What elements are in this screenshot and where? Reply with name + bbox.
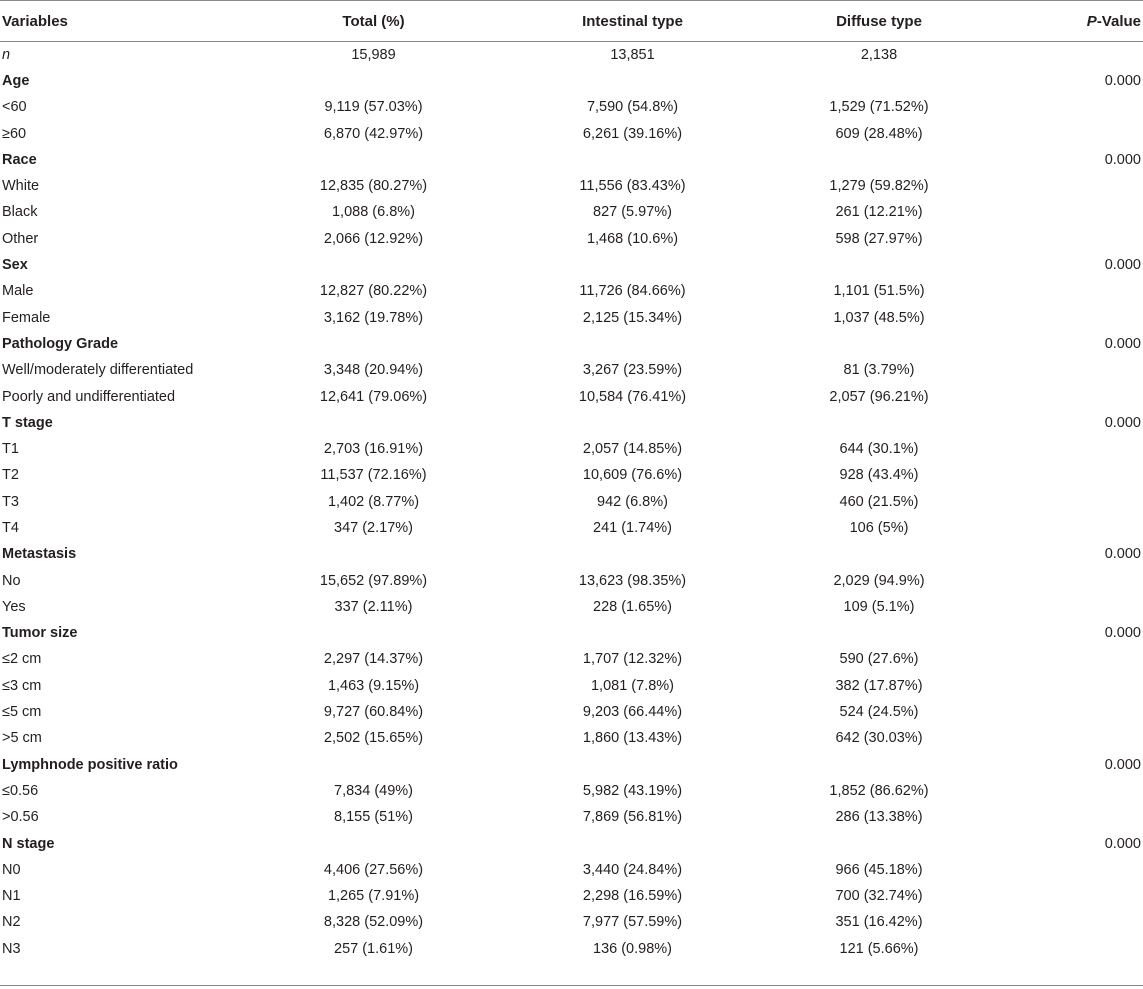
table-row: [0, 462, 1143, 488]
p-value-cell: [1000, 304, 1143, 330]
total-cell: 12,835 (80.27%): [319, 178, 428, 195]
table-row: [0, 515, 1143, 541]
total-cell: 347 (2.17%): [334, 519, 413, 536]
intestinal-cell: 1,707 (12.32%): [582, 651, 683, 668]
total-cell: 6,870 (42.97%): [323, 125, 424, 142]
p-value-cell: [1000, 646, 1143, 672]
table-row: [0, 304, 1143, 330]
total-cell: [240, 830, 507, 856]
total-cell: 12,827 (80.22%): [319, 283, 428, 300]
diffuse-cell: 261 (12.21%): [835, 204, 923, 221]
table-row: [0, 778, 1143, 804]
diffuse-cell: 382 (17.87%): [835, 677, 923, 694]
diffuse-cell: 106 (5%): [849, 519, 909, 536]
p-value-cell: 0.000: [1104, 72, 1141, 89]
table-row: [0, 226, 1143, 252]
p-value-cell: [1000, 120, 1143, 146]
group-header-row: [0, 147, 1143, 173]
total-cell: 1,463 (9.15%): [327, 677, 420, 694]
intestinal-cell: 136 (0.98%): [593, 940, 672, 957]
intestinal-cell: 6,261 (39.16%): [582, 125, 683, 142]
p-value-cell: [1000, 883, 1143, 909]
group-header-row: [0, 620, 1143, 646]
intestinal-cell: 827 (5.97%): [593, 204, 672, 221]
p-value-cell: [1000, 173, 1143, 199]
total-cell: [240, 147, 507, 173]
p-value-cell: [1000, 725, 1143, 751]
group-header-row: [0, 830, 1143, 856]
intestinal-cell: 1,468 (10.6%): [586, 230, 679, 247]
variable-cell: Race: [2, 151, 37, 168]
p-value-cell: 0.000: [1104, 835, 1141, 852]
total-cell: [240, 541, 507, 567]
diffuse-cell: 351 (16.42%): [835, 914, 923, 931]
table-row: [0, 594, 1143, 620]
p-value-cell: [1000, 94, 1143, 120]
variable-cell: Tumor size: [2, 625, 78, 642]
variable-cell: N3: [2, 940, 21, 957]
intestinal-cell: 3,440 (24.84%): [582, 861, 683, 878]
intestinal-cell: [507, 410, 758, 436]
variable-cell: ≤2 cm: [2, 651, 42, 668]
intestinal-cell: 11,556 (83.43%): [579, 178, 686, 195]
table-row: [0, 673, 1143, 699]
intestinal-cell: 9,203 (66.44%): [582, 704, 683, 721]
total-cell: 1,088 (6.8%): [331, 204, 416, 221]
p-value-cell: [1000, 383, 1143, 409]
intestinal-cell: [507, 252, 758, 278]
diffuse-cell: 590 (27.6%): [839, 651, 919, 668]
diffuse-cell: 460 (21.5%): [839, 493, 919, 510]
table-row: [0, 120, 1143, 146]
variable-cell: ≥60: [2, 125, 27, 142]
variable-cell: T1: [2, 441, 19, 458]
table-row: [0, 699, 1143, 725]
table-row: [0, 909, 1143, 935]
table-row: [0, 173, 1143, 199]
intestinal-cell: 13,623 (98.35%): [578, 572, 687, 589]
variable-cell: Other: [2, 230, 39, 247]
diffuse-cell: [758, 541, 1000, 567]
variable-cell: Lymphnode positive ratio: [2, 756, 178, 773]
variable-cell: Yes: [2, 598, 26, 615]
group-header-row: [0, 410, 1143, 436]
total-cell: 9,727 (60.84%): [323, 704, 424, 721]
intestinal-cell: 7,590 (54.8%): [586, 99, 679, 116]
total-cell: 15,989: [351, 46, 396, 63]
total-cell: [240, 410, 507, 436]
table-row: [0, 936, 1143, 962]
diffuse-cell: [758, 752, 1000, 778]
diffuse-cell: [758, 620, 1000, 646]
variable-cell: Male: [2, 283, 34, 300]
table-row: [0, 383, 1143, 409]
variable-cell: T stage: [2, 414, 53, 431]
group-header-row: [0, 331, 1143, 357]
total-cell: 8,155 (51%): [334, 809, 413, 826]
total-cell: 2,066 (12.92%): [323, 230, 424, 247]
intestinal-cell: [507, 752, 758, 778]
total-cell: 3,348 (20.94%): [323, 362, 424, 379]
variable-cell: T2: [2, 467, 19, 484]
p-value-cell: 0.000: [1104, 335, 1141, 352]
header-row: [0, 1, 1143, 42]
p-value-cell: [1000, 804, 1143, 830]
total-cell: 337 (2.11%): [334, 598, 413, 615]
variable-cell: ≤5 cm: [2, 704, 42, 721]
intestinal-cell: [507, 147, 758, 173]
header-p-italic: P: [1086, 12, 1097, 30]
total-cell: [240, 620, 507, 646]
p-value-cell: [1000, 515, 1143, 541]
p-value-cell: [1000, 778, 1143, 804]
variable-cell: N stage: [2, 835, 55, 852]
group-header-row: [0, 541, 1143, 567]
intestinal-cell: 13,851: [610, 46, 655, 63]
intestinal-cell: 228 (1.65%): [593, 598, 672, 615]
table-row: [0, 883, 1143, 909]
total-cell: 9,119 (57.03%): [324, 99, 423, 116]
variable-cell: Black: [2, 204, 38, 221]
p-value-cell: [1000, 226, 1143, 252]
variable-cell: Sex: [2, 257, 28, 274]
diffuse-cell: 644 (30.1%): [839, 441, 919, 458]
diffuse-cell: 286 (13.38%): [835, 809, 923, 826]
variable-cell: White: [2, 178, 40, 195]
p-value-cell: [1000, 567, 1143, 593]
variable-cell: N0: [2, 861, 21, 878]
p-value-cell: [1000, 278, 1143, 304]
table-header: [0, 1, 1143, 42]
group-header-row: [0, 68, 1143, 94]
p-value-cell: [1000, 936, 1143, 962]
diffuse-cell: 928 (43.4%): [839, 467, 919, 484]
variable-cell: T4: [2, 519, 19, 536]
header-p-rest: -Value: [1096, 12, 1141, 30]
variable-cell: n: [2, 46, 11, 63]
p-value-cell: [1000, 673, 1143, 699]
diffuse-cell: 524 (24.5%): [839, 704, 919, 721]
table-row: [0, 436, 1143, 462]
p-value-cell: 0.000: [1104, 546, 1141, 563]
table-row: [0, 725, 1143, 751]
p-value-cell: [1000, 489, 1143, 515]
intestinal-cell: [507, 68, 758, 94]
diffuse-cell: [758, 410, 1000, 436]
total-cell: [240, 331, 507, 357]
diffuse-cell: 642 (30.03%): [835, 730, 923, 747]
intestinal-cell: 1,081 (7.8%): [590, 677, 675, 694]
intestinal-cell: 2,125 (15.34%): [582, 309, 683, 326]
total-cell: 11,537 (72.16%): [320, 467, 427, 484]
total-cell: 2,502 (15.65%): [323, 730, 424, 747]
diffuse-cell: 109 (5.1%): [843, 598, 915, 615]
diffuse-cell: 81 (3.79%): [843, 362, 915, 379]
variable-cell: Metastasis: [2, 546, 77, 563]
diffuse-cell: 1,529 (71.52%): [829, 99, 929, 116]
diffuse-cell: 121 (5.66%): [839, 940, 919, 957]
diffuse-cell: 1,852 (86.62%): [829, 782, 929, 799]
variable-cell: >5 cm: [2, 730, 42, 747]
variable-cell: N2: [2, 914, 21, 931]
diffuse-cell: [758, 147, 1000, 173]
diffuse-cell: [758, 830, 1000, 856]
table-row: [0, 489, 1143, 515]
variable-cell: <60: [2, 99, 27, 116]
p-value-cell: [1000, 857, 1143, 883]
total-cell: 1,402 (8.77%): [327, 493, 420, 510]
diffuse-cell: [758, 331, 1000, 357]
table-bottom-rule: [0, 985, 1143, 986]
p-value-cell: [1000, 357, 1143, 383]
intestinal-cell: 5,982 (43.19%): [582, 782, 683, 799]
variable-cell: Well/moderately differentiated: [2, 362, 194, 379]
intestinal-cell: 1,860 (13.43%): [582, 730, 683, 747]
p-value-cell: [1000, 909, 1143, 935]
table-row: [0, 567, 1143, 593]
p-value-cell: 0.000: [1104, 625, 1141, 642]
p-value-cell: [1000, 594, 1143, 620]
diffuse-cell: 700 (32.74%): [835, 888, 923, 905]
total-cell: 7,834 (49%): [334, 782, 413, 799]
diffuse-cell: 966 (45.18%): [835, 861, 923, 878]
variable-cell: Female: [2, 309, 51, 326]
variable-cell: Age: [2, 72, 30, 89]
p-value-cell: [1000, 42, 1143, 68]
total-cell: [240, 68, 507, 94]
header-p-value: [1000, 1, 1143, 42]
group-header-row: [0, 752, 1143, 778]
intestinal-cell: 10,609 (76.6%): [582, 467, 683, 484]
intestinal-cell: 2,057 (14.85%): [582, 441, 683, 458]
total-cell: 2,297 (14.37%): [323, 651, 424, 668]
p-value-cell: [1000, 436, 1143, 462]
p-value-cell: 0.000: [1104, 257, 1141, 274]
p-value-cell: [1000, 699, 1143, 725]
header-intestinal: Intestinal type: [507, 1, 758, 42]
table-row: [0, 857, 1143, 883]
table-row: [0, 804, 1143, 830]
variable-cell: >0.56: [2, 809, 39, 826]
variable-cell: ≤0.56: [2, 782, 39, 799]
intestinal-cell: [507, 331, 758, 357]
p-value-cell: 0.000: [1104, 756, 1141, 773]
total-cell: 3,162 (19.78%): [323, 309, 424, 326]
total-cell: [240, 752, 507, 778]
intestinal-cell: [507, 830, 758, 856]
group-header-row: [0, 252, 1143, 278]
intestinal-cell: 241 (1.74%): [593, 519, 672, 536]
table-row: [0, 278, 1143, 304]
variable-cell: No: [2, 572, 21, 589]
total-cell: 15,652 (97.89%): [319, 572, 428, 589]
total-cell: 12,641 (79.06%): [319, 388, 428, 405]
p-value-cell: 0.000: [1104, 151, 1141, 168]
diffuse-cell: 2,029 (94.9%): [833, 572, 925, 589]
header-diffuse: Diffuse type: [758, 1, 1000, 42]
p-value-cell: 0.000: [1104, 414, 1141, 431]
total-cell: 2,703 (16.91%): [323, 441, 424, 458]
diffuse-cell: 2,138: [860, 46, 898, 63]
intestinal-cell: 7,869 (56.81%): [582, 809, 683, 826]
intestinal-cell: 3,267 (23.59%): [582, 362, 683, 379]
diffuse-cell: 2,057 (96.21%): [829, 388, 929, 405]
total-cell: 257 (1.61%): [334, 940, 413, 957]
diffuse-cell: 609 (28.48%): [835, 125, 923, 142]
variable-cell: T3: [2, 493, 19, 510]
diffuse-cell: [758, 68, 1000, 94]
intestinal-cell: [507, 541, 758, 567]
total-cell: 1,265 (7.91%): [327, 888, 420, 905]
table-row: [0, 42, 1143, 68]
intestinal-cell: [507, 620, 758, 646]
intestinal-cell: 7,977 (57.59%): [582, 914, 683, 931]
p-value-cell: [1000, 462, 1143, 488]
table-body: [0, 42, 1143, 962]
total-cell: [240, 252, 507, 278]
header-variables: Variables: [0, 1, 240, 42]
diffuse-cell: 1,037 (48.5%): [833, 309, 925, 326]
intestinal-cell: 2,298 (16.59%): [582, 888, 683, 905]
table-row: [0, 357, 1143, 383]
variable-cell: Pathology Grade: [2, 335, 119, 352]
total-cell: 4,406 (27.56%): [323, 861, 424, 878]
diffuse-cell: 598 (27.97%): [835, 230, 923, 247]
variable-cell: N1: [2, 888, 21, 905]
total-cell: 8,328 (52.09%): [323, 914, 424, 931]
intestinal-cell: 11,726 (84.66%): [579, 283, 686, 300]
intestinal-cell: 942 (6.8%): [597, 493, 668, 510]
intestinal-cell: 10,584 (76.41%): [578, 388, 687, 405]
table-row: [0, 94, 1143, 120]
diffuse-cell: 1,279 (59.82%): [829, 178, 929, 195]
diffuse-cell: [758, 252, 1000, 278]
table-row: [0, 199, 1143, 225]
variable-cell: ≤3 cm: [2, 677, 42, 694]
table-row: [0, 646, 1143, 672]
diffuse-cell: 1,101 (51.5%): [833, 283, 925, 300]
p-value-cell: [1000, 199, 1143, 225]
header-total: Total (%): [240, 1, 507, 42]
variable-cell: Poorly and undifferentiated: [2, 388, 176, 405]
